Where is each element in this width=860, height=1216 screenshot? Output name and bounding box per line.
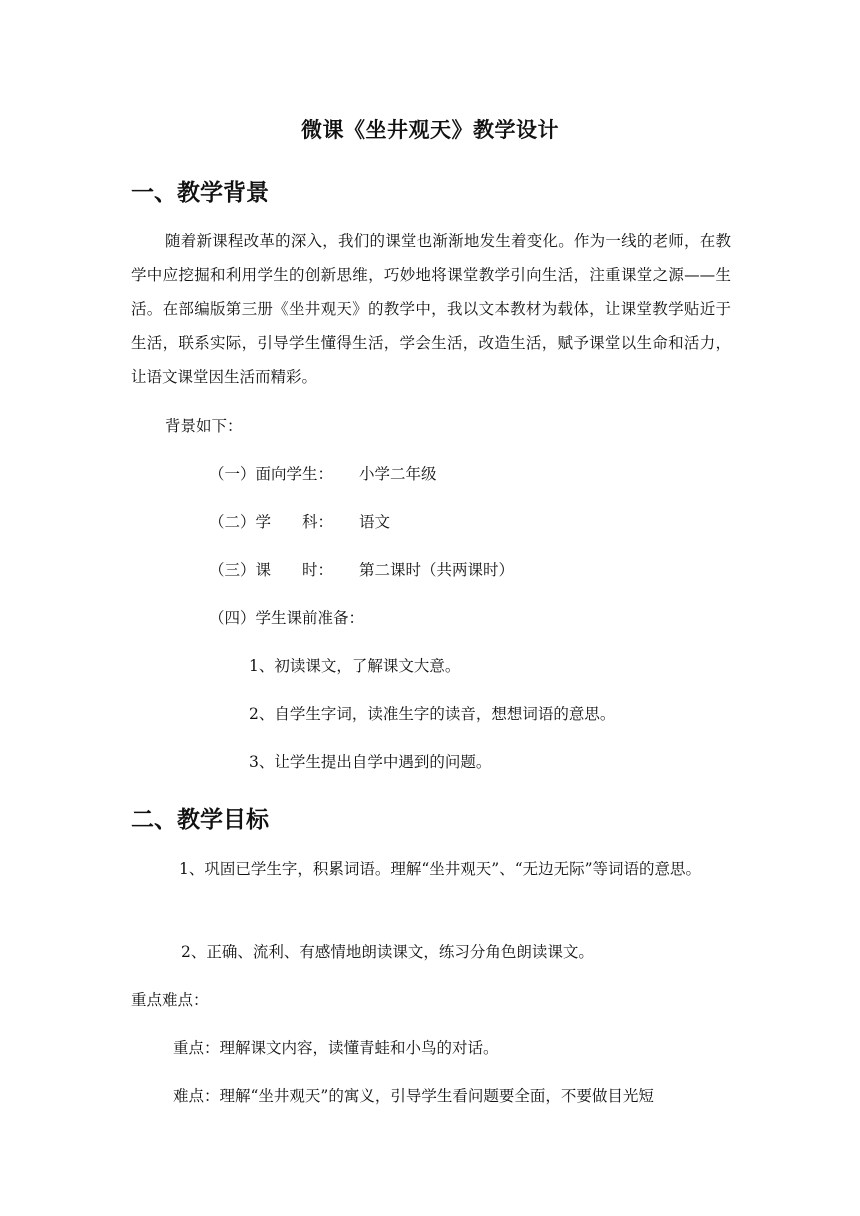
key-points-label: 重点难点： — [131, 991, 209, 1009]
background-intro: 背景如下： — [165, 417, 243, 435]
info-row-students — [209, 462, 437, 484]
info-label: （三）课 时： — [209, 561, 334, 579]
prep-label: （四）学生课前准备： — [209, 609, 365, 627]
document-title: 微课《坐井观天》教学设计 — [301, 117, 559, 142]
prep-item: 1、初读课文，了解课文大意。 — [249, 657, 461, 675]
info-value: 语文 — [359, 513, 391, 531]
goal-1-text: 1、巩固已学生字，积累词语。理解“坐井观天”、“无边无际”等词语的意思。 — [179, 860, 702, 878]
info-label: （二）学 科： — [209, 513, 334, 531]
info-row-subject — [209, 510, 390, 532]
prep-item: 3、让学生提出自学中遇到的问题。 — [249, 753, 492, 771]
section-heading-goals: 二、教学目标 — [131, 807, 269, 833]
section-heading-background: 一、教学背景 — [131, 180, 269, 206]
goal-1 — [131, 852, 731, 886]
info-row-period — [209, 558, 514, 580]
key-point: 重点：理解课文内容，读懂青蛙和小鸟的对话。 — [173, 1039, 499, 1057]
goal-2: 2、正确、流利、有感情地朗读课文，练习分角色朗读课文。 — [181, 943, 594, 961]
info-value: 小学二年级 — [359, 465, 437, 483]
prep-item: 2、自学生字词，读准生字的读音，想想词语的意思。 — [249, 705, 616, 723]
background-paragraph — [131, 224, 731, 394]
difficult-point: 难点：理解“坐井观天”的寓义，引导学生看问题要全面，不要做目光短 — [173, 1087, 654, 1105]
background-paragraph-text: 随着新课程改革的深入，我们的课堂也渐渐地发生着变化。作为一线的老师，在教学中应挖掘和利用学生的创新思维，巧妙地将课堂教学引向生活，注重课堂之源——生活。在部编版第三册《坐井观天》的教学中，我以文本教材为载体，让课堂教学贴近于生活，联系实际，引导学生懂得生活，学会生活，改造生活，赋予课堂以生命和活力，让语文课堂因生活而精彩。 — [131, 232, 731, 386]
info-value: 第二课时（共两课时） — [359, 561, 515, 579]
info-label: （一）面向学生： — [209, 465, 334, 483]
